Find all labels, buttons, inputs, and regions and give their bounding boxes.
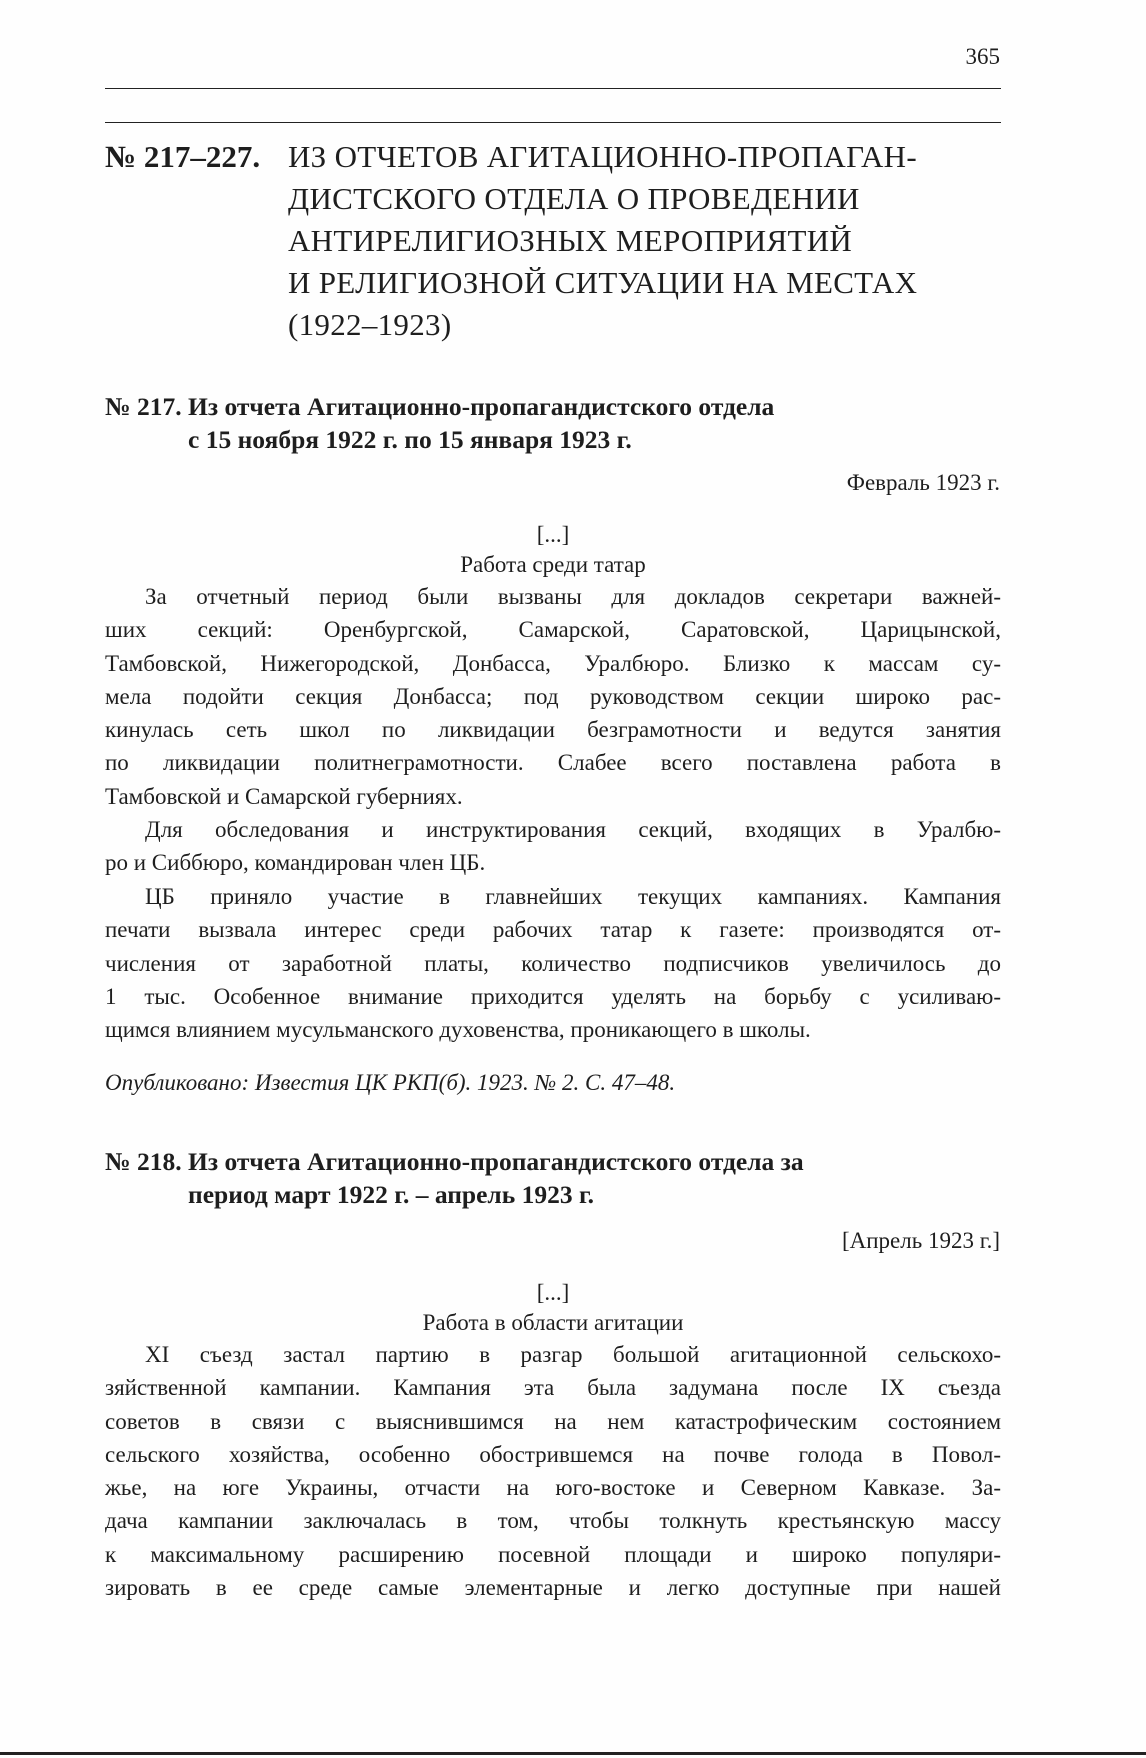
doc-heading-line: № 218. Из отчета Агитационно-пропагандистского отдела за	[105, 1147, 804, 1176]
collection-title-line: (1922–1923)	[288, 307, 452, 342]
text-line: ших секций: Оренбургской, Самарской, Саратовской, Царицынской,	[105, 617, 1001, 643]
text-line: зировать в ее среде самые элементарные и легко доступные при нашей	[105, 1575, 1001, 1601]
page-bottom-edge	[0, 1752, 1146, 1755]
header-rule	[105, 88, 1001, 89]
publication-source: Опубликовано: Известия ЦК РКП(б). 1923. № 2. С. 47–48.	[105, 1070, 676, 1095]
omission-mark: [...]	[536, 1280, 570, 1305]
text-line: ЦБ приняло участие в главнейших текущих кампаниях. Кампания	[145, 884, 1001, 909]
text-line: печати вызвала интерес среди рабочих татар к газете: производятся от-	[105, 917, 1001, 943]
doc-heading-line: период март 1922 г. – апрель 1923 г.	[188, 1180, 595, 1209]
text-line: щимся влиянием мусульманского духовенства, проникающего в школы.	[105, 1017, 811, 1043]
page-number: 365	[965, 44, 1000, 69]
doc-218-heading	[105, 1145, 985, 1211]
section-top-rule	[105, 122, 1001, 123]
collection-title-line: ИЗ ОТЧЕТОВ АГИТАЦИОННО-ПРОПАГАН-	[288, 139, 917, 174]
text-line: жье, на юге Украины, отчасти на юго-востоке и Северном Кавказе. За-	[105, 1475, 1001, 1501]
doc-217-date: Февраль 1923 г.	[846, 470, 1000, 495]
collection-title	[288, 136, 988, 346]
text-line: сельского хозяйства, особенно обострившемся на почве голода в Повол-	[105, 1441, 1001, 1467]
doc-heading-line: № 217. Из отчета Агитационно-пропагандистского отдела	[105, 392, 775, 421]
text-line: Тамбовской, Нижегородской, Донбасса, Уралбюро. Близко к массам су-	[105, 650, 1001, 676]
text-line: по ликвидации политнеграмотности. Слабее всего поставлена работа в	[105, 750, 1001, 776]
doc-217-heading	[105, 390, 985, 456]
text-line: к максимальному расширению посевной площади и широко популяри-	[105, 1541, 1001, 1567]
text-line: мела подойти секция Донбасса; под руководством секции широко рас-	[105, 683, 1001, 709]
doc-217-section-title: Работа среди татар	[460, 552, 646, 577]
doc-217-paragraph-1	[105, 580, 1001, 813]
text-line: дача кампании заключалась в том, чтобы толкнуть крестьянскую массу	[105, 1508, 1001, 1534]
text-line: ро и Сиббюро, командирован член ЦБ.	[105, 850, 486, 876]
text-line: советов в связи с выяснившимся на нем катастрофическим состоянием	[105, 1408, 1001, 1434]
text-line: Для обследования и инструктирования секций, входящих в Уралбю-	[145, 817, 1001, 842]
collection-number: № 217–227.	[105, 139, 261, 174]
omission-mark: [...]	[536, 522, 570, 547]
text-line: XI съезд застал партию в разгар большой агитационной сельскохо-	[145, 1342, 1001, 1367]
collection-title-line: АНТИРЕЛИГИОЗНЫХ МЕРОПРИЯТИЙ	[288, 223, 853, 258]
text-line: Тамбовской и Самарской губерниях.	[105, 783, 463, 809]
doc-217-paragraph-3	[105, 880, 1001, 1046]
doc-heading-line: с 15 ноября 1922 г. по 15 января 1923 г.	[188, 425, 632, 454]
doc-217-paragraph-2	[105, 813, 1001, 880]
text-line: числения от заработной платы, количество подписчиков увеличилось до	[105, 950, 1001, 976]
text-line: зяйственной кампании. Кампания эта была задумана после IX съезда	[105, 1375, 1001, 1401]
text-line: 1 тыс. Особенное внимание приходится уделять на борьбу с усиливаю-	[105, 983, 1001, 1009]
collection-title-line: ДИСТСКОГО ОТДЕЛА О ПРОВЕДЕНИИ	[288, 181, 860, 216]
collection-title-line: И РЕЛИГИОЗНОЙ СИТУАЦИИ НА МЕСТАХ	[288, 265, 918, 300]
text-line: За отчетный период были вызваны для докладов секретари важней-	[145, 584, 1001, 609]
text-line: кинулась сеть школ по ликвидации безграмотности и ведутся занятия	[105, 717, 1001, 743]
doc-218-paragraph-1	[105, 1338, 1001, 1604]
doc-218-section-title: Работа в области агитации	[422, 1310, 684, 1335]
doc-218-date: [Апрель 1923 г.]	[841, 1228, 1000, 1253]
